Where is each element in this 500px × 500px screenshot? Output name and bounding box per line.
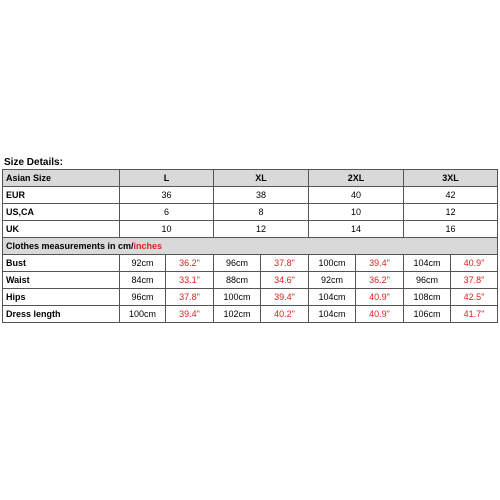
measurements-header-row (3, 238, 498, 255)
cm-cell: 96cm (404, 272, 451, 289)
row-label: UK (3, 221, 120, 238)
inch-cell: 40.9" (451, 255, 498, 272)
conversion-cell: 16 (404, 221, 498, 238)
conversion-cell: 8 (214, 204, 309, 221)
cm-cell: 104cm (404, 255, 451, 272)
cm-cell: 102cm (214, 306, 261, 323)
measurement-row-bust (3, 255, 498, 272)
cm-cell: 100cm (120, 306, 166, 323)
measurement-row-hips (3, 289, 498, 306)
conversion-cell: 40 (309, 187, 404, 204)
inch-cell: 39.4" (356, 255, 404, 272)
conversion-cell: 42 (404, 187, 498, 204)
conversion-cell: 12 (404, 204, 498, 221)
inch-cell: 34.6" (261, 272, 309, 289)
cm-cell: 104cm (309, 289, 356, 306)
conversion-cell: 12 (214, 221, 309, 238)
row-label: Bust (3, 255, 120, 272)
conversion-cell: 36 (120, 187, 214, 204)
inch-cell: 37.8" (451, 272, 498, 289)
inch-cell: 37.8" (261, 255, 309, 272)
cm-cell: 104cm (309, 306, 356, 323)
cm-cell: 96cm (120, 289, 166, 306)
inch-cell: 33.1" (166, 272, 214, 289)
inch-cell: 41.7" (451, 306, 498, 323)
conversion-row-us-ca (3, 204, 498, 221)
cm-cell: 100cm (214, 289, 261, 306)
conversion-cell: 10 (309, 204, 404, 221)
measurements-heading (3, 238, 498, 255)
size-header-cell: 3XL (404, 170, 498, 187)
inch-cell: 40.9" (356, 306, 404, 323)
inch-cell: 39.4" (261, 289, 309, 306)
conversion-cell: 38 (214, 187, 309, 204)
inch-cell: 40.2" (261, 306, 309, 323)
conversion-cell: 14 (309, 221, 404, 238)
conversion-row-eur (3, 187, 498, 204)
inch-cell: 37.8" (166, 289, 214, 306)
asian-size-header-row (3, 170, 498, 187)
size-header-cell: XL (214, 170, 309, 187)
measurements-heading-inches: inches (133, 241, 163, 251)
size-chart-table (2, 169, 498, 323)
row-label: Asian Size (3, 170, 120, 187)
cm-cell: 100cm (309, 255, 356, 272)
cm-cell: 106cm (404, 306, 451, 323)
conversion-cell: 6 (120, 204, 214, 221)
inch-cell: 39.4" (166, 306, 214, 323)
size-header-cell: 2XL (309, 170, 404, 187)
inch-cell: 42.5" (451, 289, 498, 306)
row-label: US,CA (3, 204, 120, 221)
row-label: Hips (3, 289, 120, 306)
row-label: Dress length (3, 306, 120, 323)
conversion-row-uk (3, 221, 498, 238)
size-header-cell: L (120, 170, 214, 187)
measurements-heading-prefix: Clothes measurements in cm/ (6, 241, 134, 251)
size-details-caption: Size Details: (4, 157, 63, 168)
row-label: EUR (3, 187, 120, 204)
row-label: Waist (3, 272, 120, 289)
inch-cell: 36.2" (356, 272, 404, 289)
inch-cell: 40.9" (356, 289, 404, 306)
cm-cell: 88cm (214, 272, 261, 289)
cm-cell: 108cm (404, 289, 451, 306)
cm-cell: 96cm (214, 255, 261, 272)
conversion-cell: 10 (120, 221, 214, 238)
inch-cell: 36.2" (166, 255, 214, 272)
measurement-row-waist (3, 272, 498, 289)
cm-cell: 92cm (120, 255, 166, 272)
cm-cell: 84cm (120, 272, 166, 289)
measurement-row-dress-length (3, 306, 498, 323)
cm-cell: 92cm (309, 272, 356, 289)
